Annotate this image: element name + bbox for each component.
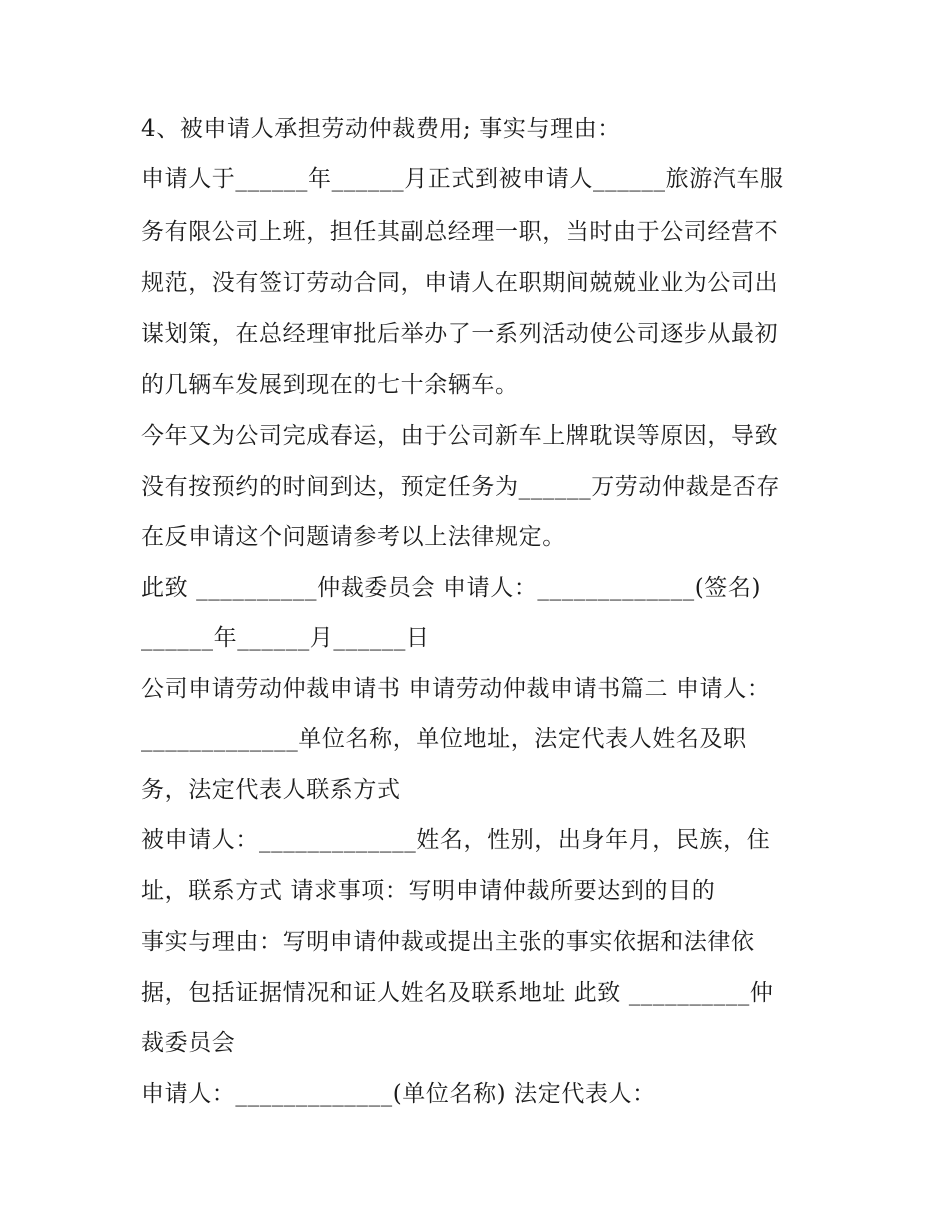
text-line: 的几辆车发展到现在的七十余辆车。: [141, 372, 519, 398]
text-line: 据，包括证据情况和证人姓名及联系地址 此致 __________仲: [141, 980, 774, 1006]
text-line: 申请人：_____________(单位名称) 法定代表人：: [141, 1081, 656, 1107]
text-line: 此致 __________仲裁委员会 申请人：_____________(签名): [141, 575, 762, 601]
text-line: 裁委员会: [141, 1030, 236, 1056]
text-line: 被申请人：_____________姓名，性别，出身年月，民族，住: [141, 827, 771, 853]
text-line: 谋划策，在总经理审批后举办了一系列活动使公司逐步从最初: [141, 321, 779, 347]
text-line: 今年又为公司完成春运，由于公司新车上牌耽误等原因，导致: [141, 423, 779, 449]
text-line: 址，联系方式 请求事项：写明申请仲裁所要达到的目的: [141, 878, 716, 904]
text-line: 公司申请劳动仲裁申请书 申请劳动仲裁申请书篇二 申请人：: [141, 676, 771, 702]
text-line: 规范，没有签订劳动合同，申请人在职期间兢兢业业为公司出: [141, 270, 779, 296]
text-line: 务，法定代表人联系方式: [141, 777, 401, 803]
text-line: 事实与理由：写明申请仲裁或提出主张的事实依据和法律依: [141, 929, 755, 955]
text-line: _____________单位名称，单位地址，法定代表人姓名及职: [141, 726, 747, 752]
text-line: 4、被申请人承担劳动仲裁费用; 事实与理由：: [141, 116, 621, 142]
text-line: 务有限公司上班，担任其副总经理一职，当时由于公司经营不: [141, 219, 779, 245]
text-line: 申请人于______年______月正式到被申请人______旅游汽车服: [141, 166, 784, 192]
text-line: 在反申请这个问题请参考以上法律规定。: [141, 524, 566, 550]
text-line: ______年______月______日: [141, 625, 430, 651]
text-line: 没有按预约的时间到达，预定任务为______万劳动仲裁是否存: [141, 474, 780, 500]
